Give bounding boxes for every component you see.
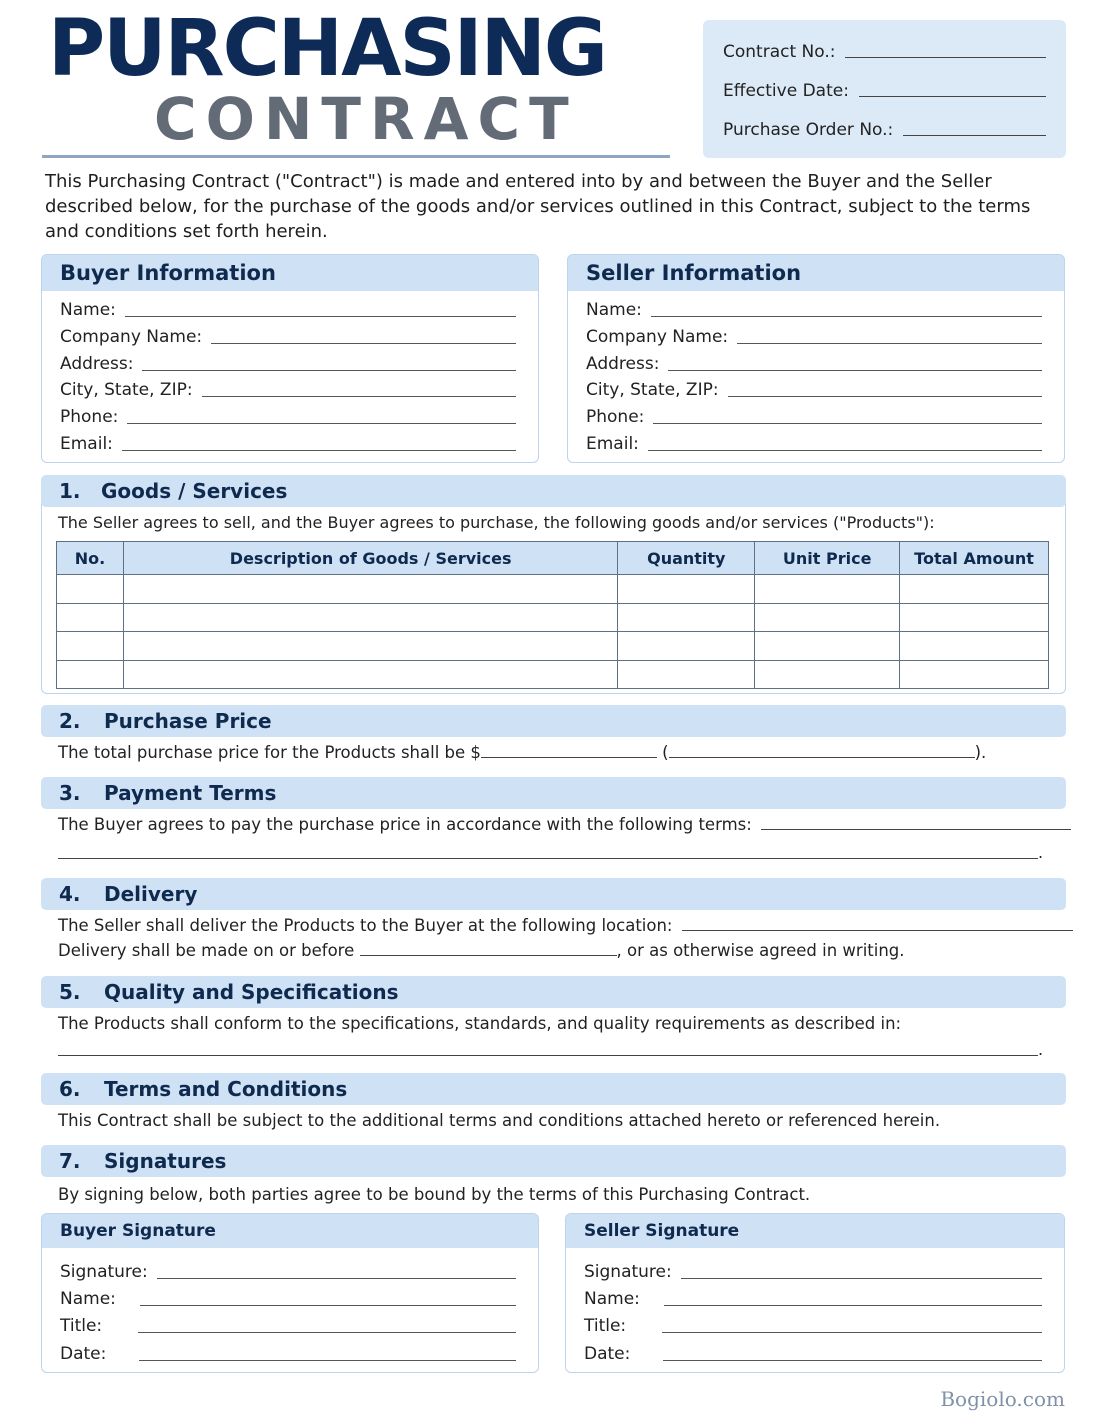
brand-watermark: Bogiolo.com (940, 1387, 1065, 1411)
signature-field-label: Signature: (60, 1262, 148, 1282)
section-number: 3. (59, 781, 81, 805)
seller-signature-box (565, 1213, 1065, 1373)
signature-field-label: Title: (584, 1316, 627, 1336)
contract-no-field[interactable] (723, 38, 1046, 62)
buyer-email-field[interactable] (60, 432, 516, 454)
table-cell[interactable] (618, 575, 755, 604)
table-row (57, 603, 1049, 632)
buyer-signature-heading: Buyer Signature (42, 1214, 538, 1248)
buyer-field-label: Company Name: (60, 327, 203, 347)
payment-text-label: The Buyer agrees to pay the purchase price in accordance with the following terms: (58, 815, 752, 834)
seller-field-label: Phone: (586, 407, 645, 427)
intro-paragraph: This Purchasing Contract ("Contract") is made and entered into by and between the Buyer and the Seller described below, for the purchase of the goods and/or services outlined in this Contract, subject to the terms and conditions set forth herein. (45, 171, 1031, 242)
signature-field-label: Title: (60, 1316, 103, 1336)
signature-field-label: Name: (60, 1289, 116, 1309)
section-title: Signatures (104, 1149, 227, 1173)
table-cell[interactable] (755, 660, 900, 689)
section-payment-heading (41, 777, 1066, 809)
buyer-field-label: Phone: (60, 407, 119, 427)
buyer-city-field[interactable] (60, 378, 516, 400)
buyer-info-heading: Buyer Information (42, 255, 538, 291)
effective-date-field[interactable] (723, 77, 1046, 101)
section-price-heading (41, 705, 1066, 737)
buyer-field-label: City, State, ZIP: (60, 380, 193, 400)
section-number: 7. (59, 1149, 81, 1173)
buyer-field-label: Name: (60, 300, 116, 320)
buyer-address-field[interactable] (60, 352, 516, 374)
table-cell[interactable] (755, 603, 900, 632)
delivery-date-blank[interactable] (360, 955, 617, 956)
delivery-date-label: Delivery shall be made on or before (58, 941, 355, 960)
seller-address-field[interactable] (586, 352, 1042, 374)
purchase-order-field[interactable] (723, 116, 1046, 140)
delivery-location-label: The Seller shall deliver the Products to the Buyer at the following location: (58, 916, 673, 935)
price-text-b: ( (662, 743, 669, 762)
section-title: Delivery (104, 882, 198, 906)
section-title: Terms and Conditions (104, 1077, 348, 1101)
section-number: 4. (59, 882, 81, 906)
goods-table (56, 541, 1049, 689)
seller-field-label: Email: (586, 434, 639, 454)
buyer-company-field[interactable] (60, 325, 516, 347)
section-title: Goods / Services (101, 479, 288, 503)
buyer-sig-title-field[interactable] (60, 1314, 516, 1336)
signatures-text: By signing below, both parties agree to be bound by the terms of this Purchasing Contract. (58, 1185, 811, 1204)
quality-text: The Products shall conform to the specifications, standards, and quality requirements as described in: (58, 1014, 902, 1033)
seller-signature-field[interactable] (584, 1260, 1042, 1282)
seller-city-field[interactable] (586, 378, 1042, 400)
price-amount-blank[interactable] (481, 757, 657, 758)
quality-spec-line[interactable] (58, 1055, 1038, 1056)
signature-field-label: Date: (60, 1344, 107, 1364)
section-quality-heading (41, 976, 1066, 1008)
seller-field-label: Name: (586, 300, 642, 320)
payment-text (58, 815, 1071, 834)
buyer-signature-box (41, 1213, 539, 1373)
seller-field-label: City, State, ZIP: (586, 380, 719, 400)
delivery-line-1 (58, 916, 1073, 935)
seller-field-label: Company Name: (586, 327, 729, 347)
seller-signature-heading: Seller Signature (566, 1214, 1064, 1248)
buyer-phone-field[interactable] (60, 405, 516, 427)
table-cell[interactable] (57, 603, 124, 632)
column-header: No. (57, 542, 124, 575)
document-title: PURCHASING (48, 4, 606, 94)
price-text-c: ). (974, 743, 987, 762)
table-cell[interactable] (900, 603, 1049, 632)
buyer-signature-field[interactable] (60, 1260, 516, 1282)
payment-terms-blank[interactable] (761, 829, 1071, 830)
table-cell[interactable] (900, 660, 1049, 689)
seller-sig-title-field[interactable] (584, 1314, 1042, 1336)
table-cell[interactable] (57, 660, 124, 689)
price-words-blank[interactable] (669, 757, 975, 758)
table-cell[interactable] (618, 603, 755, 632)
section-title: Purchase Price (104, 709, 272, 733)
delivery-date-suffix: , or as otherwise agreed in writing. (616, 941, 905, 960)
column-header: Description of Goods / Services (123, 542, 617, 575)
seller-sig-name-field[interactable] (584, 1287, 1042, 1309)
section-title: Payment Terms (104, 781, 277, 805)
table-row (57, 660, 1049, 689)
buyer-name-field[interactable] (60, 298, 516, 320)
table-cell[interactable] (57, 575, 124, 604)
contract-no-label: Contract No.: (723, 42, 836, 62)
table-cell[interactable] (123, 575, 617, 604)
table-cell[interactable] (123, 603, 617, 632)
seller-company-field[interactable] (586, 325, 1042, 347)
document-subtitle: CONTRACT (154, 85, 578, 153)
signature-field-label: Date: (584, 1344, 631, 1364)
contract-info-box (703, 20, 1066, 158)
goods-table-header (57, 542, 1049, 575)
buyer-info-box (41, 254, 539, 463)
buyer-sig-name-field[interactable] (60, 1287, 516, 1309)
section-signatures-heading (41, 1145, 1066, 1177)
terms-text: This Contract shall be subject to the additional terms and conditions attached hereto or referenced herein. (58, 1111, 941, 1130)
seller-field-label: Address: (586, 354, 660, 374)
section-terms-heading (41, 1073, 1066, 1105)
goods-intro-text: The Seller agrees to sell, and the Buyer agrees to purchase, the following goods and/or services ("Products"): (58, 513, 935, 532)
seller-phone-field[interactable] (586, 405, 1042, 427)
section-number: 6. (59, 1077, 81, 1101)
table-cell[interactable] (618, 660, 755, 689)
price-text (58, 743, 986, 762)
line-end-period: . (1038, 1040, 1044, 1059)
table-cell[interactable] (123, 660, 617, 689)
section-delivery-heading (41, 878, 1066, 910)
table-cell[interactable] (755, 575, 900, 604)
buyer-field-label: Email: (60, 434, 113, 454)
delivery-location-blank[interactable] (682, 930, 1073, 931)
seller-name-field[interactable] (586, 298, 1042, 320)
title-divider (42, 155, 670, 158)
signature-field-label: Signature: (584, 1262, 672, 1282)
table-cell[interactable] (900, 632, 1049, 661)
table-row (57, 575, 1049, 604)
column-header: Total Amount (900, 542, 1049, 575)
price-text-a: The total purchase price for the Products shall be $ (58, 743, 481, 762)
table-cell[interactable] (123, 632, 617, 661)
seller-info-heading: Seller Information (568, 255, 1064, 291)
column-header: Unit Price (755, 542, 900, 575)
table-cell[interactable] (57, 632, 124, 661)
table-cell[interactable] (755, 632, 900, 661)
seller-sig-date-field[interactable] (584, 1342, 1042, 1364)
table-row (57, 632, 1049, 661)
buyer-field-label: Address: (60, 354, 134, 374)
payment-terms-line-2[interactable] (58, 858, 1038, 859)
seller-info-box (567, 254, 1065, 463)
seller-email-field[interactable] (586, 432, 1042, 454)
section-number: 2. (59, 709, 81, 733)
purchase-order-label: Purchase Order No.: (723, 120, 894, 140)
table-cell[interactable] (900, 575, 1049, 604)
section-title: Quality and Specifications (104, 980, 399, 1004)
column-header: Quantity (618, 542, 755, 575)
section-number: 5. (59, 980, 81, 1004)
effective-date-label: Effective Date: (723, 81, 849, 101)
signature-field-label: Name: (584, 1289, 640, 1309)
section-goods-heading (41, 475, 1066, 507)
delivery-line-2 (58, 941, 905, 960)
line-end-period: . (1038, 843, 1044, 862)
table-cell[interactable] (618, 632, 755, 661)
buyer-sig-date-field[interactable] (60, 1342, 516, 1364)
section-number: 1. (59, 479, 81, 503)
